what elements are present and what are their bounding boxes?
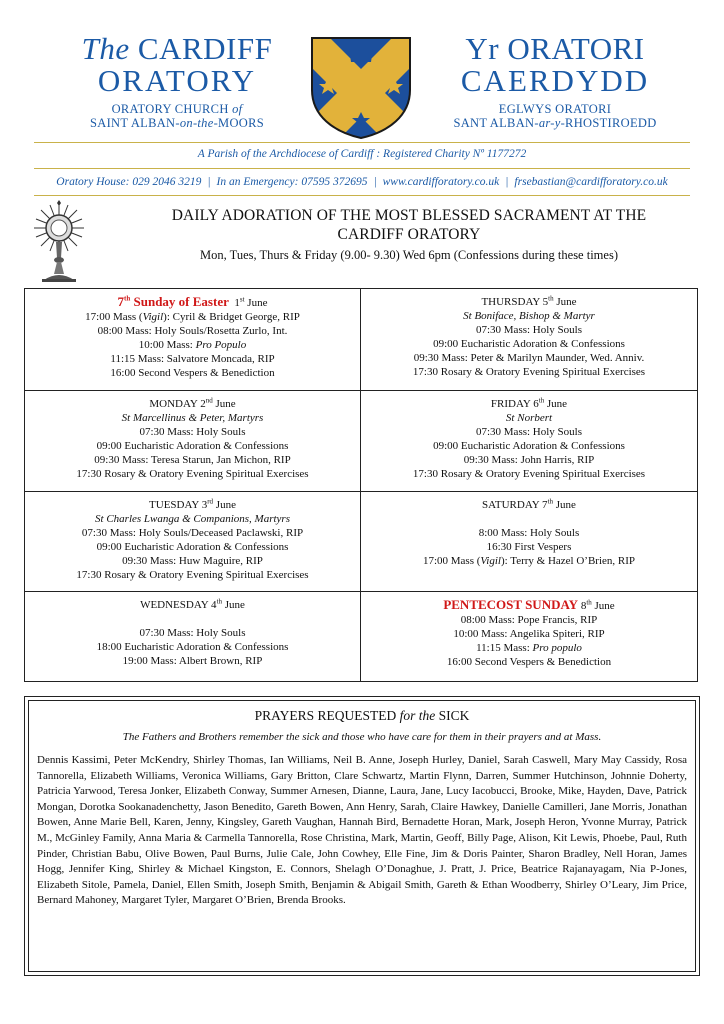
prayers-title-part: PRAYERS REQUESTED (254, 708, 400, 723)
english-title-oratory: ORATORY (97, 63, 257, 98)
day-name: SATURDAY 7 (482, 499, 548, 511)
sunday-line-1 (25, 310, 360, 324)
feast-ordinal: th (124, 294, 131, 303)
pentecost-line-2: 10:00 Mass: Angelika Spiteri, RIP (453, 628, 605, 640)
friday-line-2: 09:00 Eucharistic Adoration & Confessions (433, 440, 625, 452)
day-month: June (213, 499, 236, 511)
wednesday-line-3: 19:00 Mass: Albert Brown, RIP (122, 655, 263, 667)
english-title-block (52, 32, 302, 130)
friday-line-4: 17:30 Rosary & Oratory Evening Spiritual Exercises (412, 468, 646, 480)
tuesday-heading (25, 498, 360, 512)
separator: | (207, 176, 211, 188)
line-part: 10:00 Mass: (138, 339, 196, 351)
sunday-line-3 (25, 338, 360, 352)
day-ordinal: rd (207, 497, 214, 506)
english-subtitle-part: ORATORY CHURCH (111, 102, 233, 116)
tuesday-line-4: 17:30 Rosary & Oratory Evening Spiritual Exercises (76, 569, 309, 581)
letterhead (0, 0, 724, 140)
day-ordinal: th (538, 396, 545, 405)
date-number: 1 (234, 297, 240, 309)
welsh-subtitle-line-2 (428, 116, 682, 130)
thursday-saint: St Boniface, Bishop & Martyr (463, 310, 595, 322)
english-subtitle-line-1 (52, 102, 302, 116)
english-subtitle-part: SAINT ALBAN- (90, 116, 180, 130)
welsh-title-line-2: CAERDYDD (460, 63, 650, 98)
day-name: MONDAY 2 (149, 398, 206, 410)
schedule-cell-monday (25, 391, 361, 492)
schedule-cell-thursday (361, 289, 697, 391)
day-month: June (544, 398, 568, 410)
friday-line-1: 07:30 Mass: Holy Souls (475, 426, 583, 438)
schedule-cell-pentecost (361, 592, 697, 681)
pentecost-line-4: 16:00 Second Vespers & Benediction (446, 656, 612, 668)
day-month: June (222, 599, 245, 611)
sunday-line-5: 16:00 Second Vespers & Benediction (110, 367, 275, 379)
tuesday-line-3: 09:30 Mass: Huw Maguire, RIP (122, 555, 263, 567)
schedule-cell-wednesday (25, 592, 361, 681)
contact-emergency-phone: In an Emergency: 07595 372695 (216, 176, 368, 188)
contact-house-phone: Oratory House: 029 2046 3219 (56, 176, 202, 188)
date-ordinal: th (586, 598, 592, 607)
adoration-title-line-1: DAILY ADORATION OF THE MOST BLESSED SACRAMENT AT THE (171, 207, 647, 224)
saturday-line-1: 8:00 Mass: Holy Souls (478, 527, 580, 539)
schedule-cell-sunday (25, 289, 361, 391)
prayers-box (24, 696, 700, 976)
contact-line (0, 176, 724, 188)
date-number: 8 (578, 600, 587, 612)
adoration-heading (104, 206, 714, 263)
spacer (25, 612, 360, 626)
prayers-title-italic: for the (399, 708, 436, 723)
sunday-line-4: 11:15 Mass: Salvatore Moncada, RIP (110, 353, 275, 365)
charity-line: A Parish of the Archdiocese of Cardiff : Registered Charity Nº 1177272 (197, 148, 527, 160)
date-ordinal: st (239, 295, 245, 304)
welsh-subtitle-italic: ar-y (538, 116, 561, 130)
header-divider-middle (34, 168, 690, 169)
separator: | (505, 176, 509, 188)
sunday-feast-title (118, 294, 229, 309)
line-italic: Vigil (480, 555, 501, 567)
welsh-subtitle-line-1: EGLWYS ORATORI (498, 102, 612, 116)
line-italic: Pro Populo (195, 339, 247, 351)
date-month: June (591, 600, 615, 612)
day-name: THURSDAY 5 (481, 296, 549, 308)
sunday-heading (25, 295, 360, 310)
line-part: 17:00 Mass ( (85, 311, 143, 323)
prayers-names-list: Dennis Kassimi, Peter McKendry, Shirley Thomas, Ian Williams, Neil B. Anne, Joseph Hurley, Daniel, Sarah Caswell, Mary May Cassidy, Rosa Tannorella, Elizabeth Williams, Veronica Williams, Gary Britton, Clare Schwartz, Martin Flynn, Darren, Summer Hutchinson, Johnnie Doherty, Patricia Yarwood, Teresa Jonker, Elizabeth Conway, Summer Arnesen, Dianne, Laura, Jane, Lucy Iacobucci, Brooke, Mike, Hayden, Dave, Patrick Mongan, Dorotka Sookanadenchetty, Jason Benedito, Gareth Bowen, Ann Henry, Sarah, Claire Hawkey, Danielle Camilleri, Jane Morris, Jonathan Bowen, Anne Marie Bell, Karen, Jenny, Kingsley, Gareth Vaughan, Hannah Bird, Bernadette Horan, Mark, Joseph Heron, Yvonne Murray, Patrick M., McGinley Family, Anna Maria & Carmella Tannorella, Rose Christina, Mark, Martin, Geoff, Billy Page, Alison, Kit Lewis, Phoebe, Paul, Ruth Pinder, Christian Babu, Olive Bowen, Paul Burns, Julie Cale, John Cowhey, Elle Fine, Jim & Doris Painter, Sharon Bradley, Nell Horan, James Hogg, Jennifer King, Shirley & Michael Kingston, E. Connors, Shelagh O’Donaghue, J. Pratt, J. Price, Beatrice Rajanayagam, Nia P-Jones, Elizabeth Sitole, Pamela, Daniel, Ellen Smith, Joseph Smith, Benjamin & Abigail Smith, Gareth & Ethan Woodberry, Shirley O’Leary, Jim Price, Bernard Mahoney, Margaret Tyler, Margaret O’Brien, Brenda Brooks. (37, 754, 687, 907)
monstrance-icon (24, 200, 94, 284)
english-subtitle (52, 102, 302, 130)
day-ordinal: th (547, 497, 554, 506)
adoration-times: Mon, Tues, Thurs & Friday (9.00- 9.30) Wed 6pm (Confessions during these times) (200, 248, 618, 262)
saturday-line-3 (361, 554, 697, 568)
line-part: ): Terry & Hazel O’Brien, RIP (500, 555, 636, 567)
friday-heading (361, 397, 697, 411)
day-month: June (553, 499, 576, 511)
pentecost-line-3 (361, 641, 697, 655)
monday-line-4: 17:30 Rosary & Oratory Evening Spiritual Exercises (76, 468, 309, 480)
monday-line-2: 09:00 Eucharistic Adoration & Confessions (96, 440, 289, 452)
schedule-cell-tuesday (25, 492, 361, 592)
english-subtitle-italic: on-the (179, 116, 214, 130)
thursday-heading (361, 295, 697, 309)
english-subtitle-line-2 (52, 116, 302, 130)
line-part: 11:15 Mass: (476, 642, 533, 654)
day-ordinal: nd (205, 396, 213, 405)
line-italic: Pro populo (532, 642, 582, 654)
prayers-title-part: SICK (435, 708, 470, 723)
day-month: June (553, 296, 577, 308)
title-cardiff: CARDIFF (137, 31, 273, 66)
tuesday-line-2: 09:00 Eucharistic Adoration & Confessions (96, 541, 289, 553)
day-ordinal: th (548, 294, 554, 303)
title-the: The (81, 31, 130, 66)
date-month: June (244, 297, 268, 309)
line-italic: Vigil (142, 311, 164, 323)
day-ordinal: th (216, 597, 223, 606)
header-divider-bottom (34, 195, 690, 196)
welsh-subtitle-part: -RHOSTIROEDD (560, 116, 657, 130)
pentecost-feast-title: PENTECOST SUNDAY (443, 597, 579, 612)
day-name: TUESDAY 3 (149, 499, 208, 511)
feast-number: 7 (117, 294, 125, 309)
welsh-subtitle (428, 102, 682, 130)
wednesday-line-2: 18:00 Eucharistic Adoration & Confessions (96, 641, 289, 653)
wednesday-line-1: 07:30 Mass: Holy Souls (139, 627, 246, 639)
monday-line-1: 07:30 Mass: Holy Souls (139, 426, 246, 438)
english-subtitle-italic: of (232, 102, 243, 116)
tuesday-saint: St Charles Lwanga & Companions, Martyrs (95, 513, 290, 525)
weekly-schedule-table (24, 288, 698, 682)
friday-saint: St Norbert (505, 412, 553, 424)
thursday-line-4: 17:30 Rosary & Oratory Evening Spiritual Exercises (412, 366, 646, 378)
contact-website-link[interactable]: www.cardifforatory.co.uk (382, 176, 500, 188)
schedule-cell-saturday (361, 492, 697, 592)
prayers-title (37, 707, 687, 724)
wednesday-heading (25, 598, 360, 612)
saturday-line-2: 16:30 First Vespers (486, 541, 572, 553)
prayers-intro: The Fathers and Brothers remember the sick and those who have care for them in their prayers and at Mass. (122, 731, 602, 743)
prayers-box-inner (28, 700, 696, 972)
pentecost-heading (361, 598, 697, 613)
monday-line-3: 09:30 Mass: Teresa Starun, Jan Michon, RIP (94, 454, 291, 466)
english-title-line-1 (52, 32, 302, 65)
sunday-line-2: 08:00 Mass: Holy Souls/Rosetta Zurlo, Int. (97, 325, 288, 337)
day-month: June (212, 398, 236, 410)
pentecost-line-1: 08:00 Mass: Pope Francis, RIP (460, 614, 598, 626)
line-part: 17:00 Mass ( (422, 555, 481, 567)
monday-heading (25, 397, 360, 411)
thursday-line-3: 09:30 Mass: Peter & Marilyn Maunder, Wed. Anniv. (413, 352, 645, 364)
thursday-line-1: 07:30 Mass: Holy Souls (475, 324, 583, 336)
saturday-heading (361, 498, 697, 512)
contact-email-link[interactable]: frsebastian@cardifforatory.co.uk (514, 176, 668, 188)
feast-name: Sunday of Easter (130, 294, 229, 309)
schedule-cell-friday (361, 391, 697, 492)
cardiff-oratory-crest-shield-icon (308, 34, 414, 140)
day-name: FRIDAY 6 (490, 398, 539, 410)
line-part: ): Cyril & Bridget George, RIP (163, 311, 300, 323)
header-divider-top (34, 142, 690, 143)
monday-saint: St Marcellinus & Peter, Martyrs (121, 412, 264, 424)
welsh-title-block (428, 32, 682, 130)
friday-line-3: 09:30 Mass: John Harris, RIP (463, 454, 595, 466)
welsh-title-line-1: Yr ORATORI (465, 31, 645, 66)
welsh-subtitle-part: SANT ALBAN- (453, 116, 539, 130)
adoration-title-line-2: CARDIFF ORATORY (337, 226, 481, 243)
separator: | (373, 176, 377, 188)
thursday-line-2: 09:00 Eucharistic Adoration & Confessions (433, 338, 625, 350)
day-name: WEDNESDAY 4 (140, 599, 217, 611)
english-subtitle-part: -MOORS (213, 116, 264, 130)
tuesday-line-1: 07:30 Mass: Holy Souls/Deceased Paclawski, RIP (81, 527, 304, 539)
spacer (361, 512, 697, 526)
